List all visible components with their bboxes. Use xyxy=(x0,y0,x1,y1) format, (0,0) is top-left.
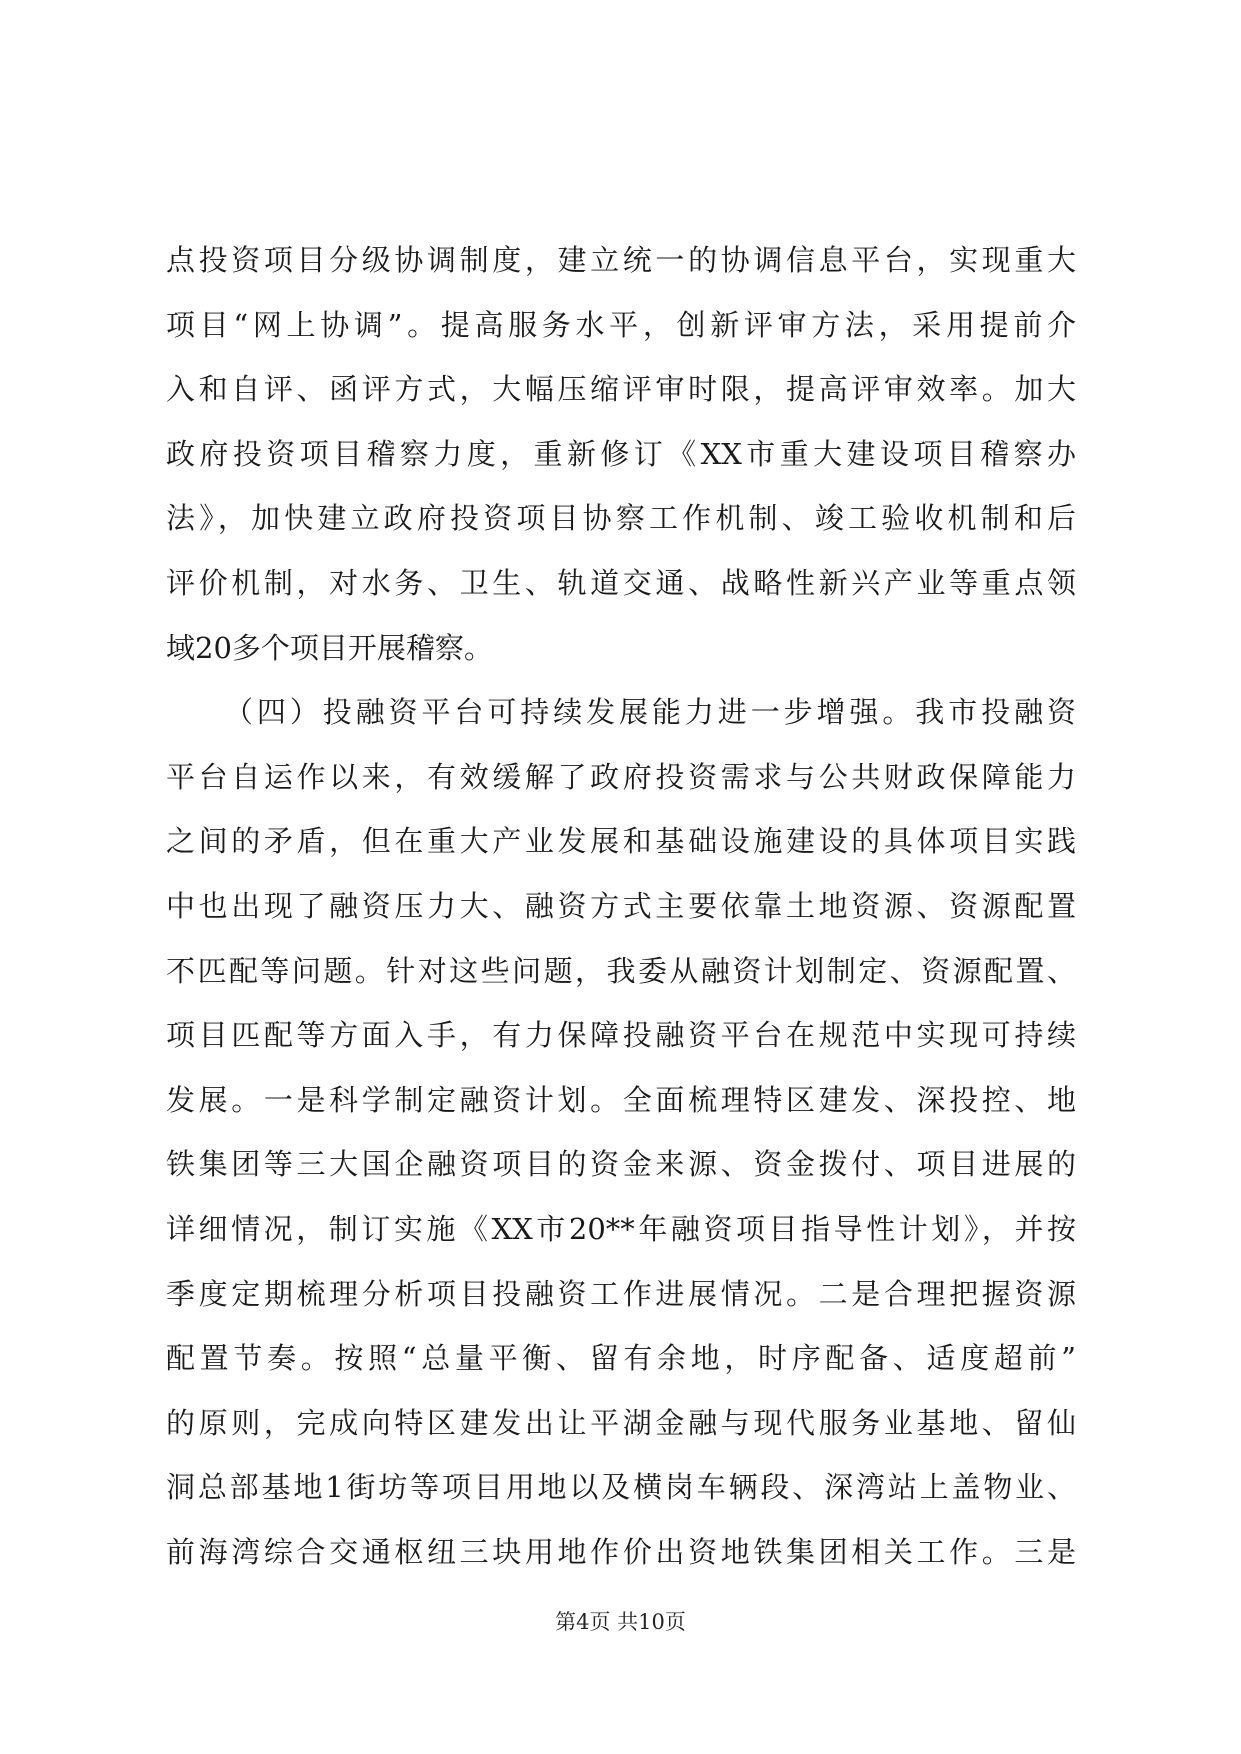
text-line: 的原则，完成向特区建发出让平湖金融与现代服务业基地、留仙 xyxy=(166,1405,1076,1440)
text-line: 法》，加快建立政府投资项目协察工作机制、竣工验收机制和后 xyxy=(166,501,1076,536)
text-line: 详细情况，制订实施《XX市20**年融资项目指导性计划》，并按 xyxy=(166,1211,1076,1246)
text-line: 洞总部基地1街坊等项目用地以及横岗车辆段、深湾站上盖物业、 xyxy=(166,1470,1076,1505)
text-line: 中也出现了融资压力大、融资方式主要依靠土地资源、资源配置 xyxy=(166,888,1076,923)
text-line: 不匹配等问题。针对这些问题，我委从融资计划制定、资源配置、 xyxy=(166,953,1076,988)
text-line: 域20多个项目开展稽察。 xyxy=(166,630,493,665)
body-text xyxy=(166,228,1076,1584)
text-line: 平台自运作以来，有效缓解了政府投资需求与公共财政保障能力 xyxy=(166,759,1076,794)
text-line: 前海湾综合交通枢纽三块用地作价出资地铁集团相关工作。三是 xyxy=(166,1534,1076,1569)
page-number-footer: 第4页 共10页 xyxy=(555,1610,686,1634)
text-line: 季度定期梳理分析项目投融资工作进展情况。二是合理把握资源 xyxy=(166,1276,1076,1311)
text-line: 入和自评、函评方式，大幅压缩评审时限，提高评审效率。加大 xyxy=(166,372,1076,407)
text-line: 之间的矛盾，但在重大产业发展和基础设施建设的具体项目实践 xyxy=(166,824,1076,859)
text-line: 点投资项目分级协调制度，建立统一的协调信息平台，实现重大 xyxy=(166,243,1076,277)
text-line: 发展。一是科学制定融资计划。全面梳理特区建发、深投控、地 xyxy=(166,1082,1076,1117)
text-line: 配置节奏。按照“总量平衡、留有余地，时序配备、适度超前” xyxy=(166,1341,1076,1376)
text-line: 评价机制，对水务、卫生、轨道交通、战略性新兴产业等重点领 xyxy=(166,565,1076,600)
paragraph-start-line: （四）投融资平台可持续发展能力进一步增强。我市投融资 xyxy=(224,695,1076,730)
text-line: 铁集团等三大国企融资项目的资金来源、资金拨付、项目进展的 xyxy=(166,1147,1076,1182)
text-line: 项目“网上协调”。提高服务水平，创新评审方法，采用提前介 xyxy=(166,307,1076,342)
text-line: 政府投资项目稽察力度，重新修订《XX市重大建设项目稽察办 xyxy=(166,436,1076,471)
text-line: 项目匹配等方面入手，有力保障投融资平台在规范中实现可持续 xyxy=(166,1018,1076,1053)
